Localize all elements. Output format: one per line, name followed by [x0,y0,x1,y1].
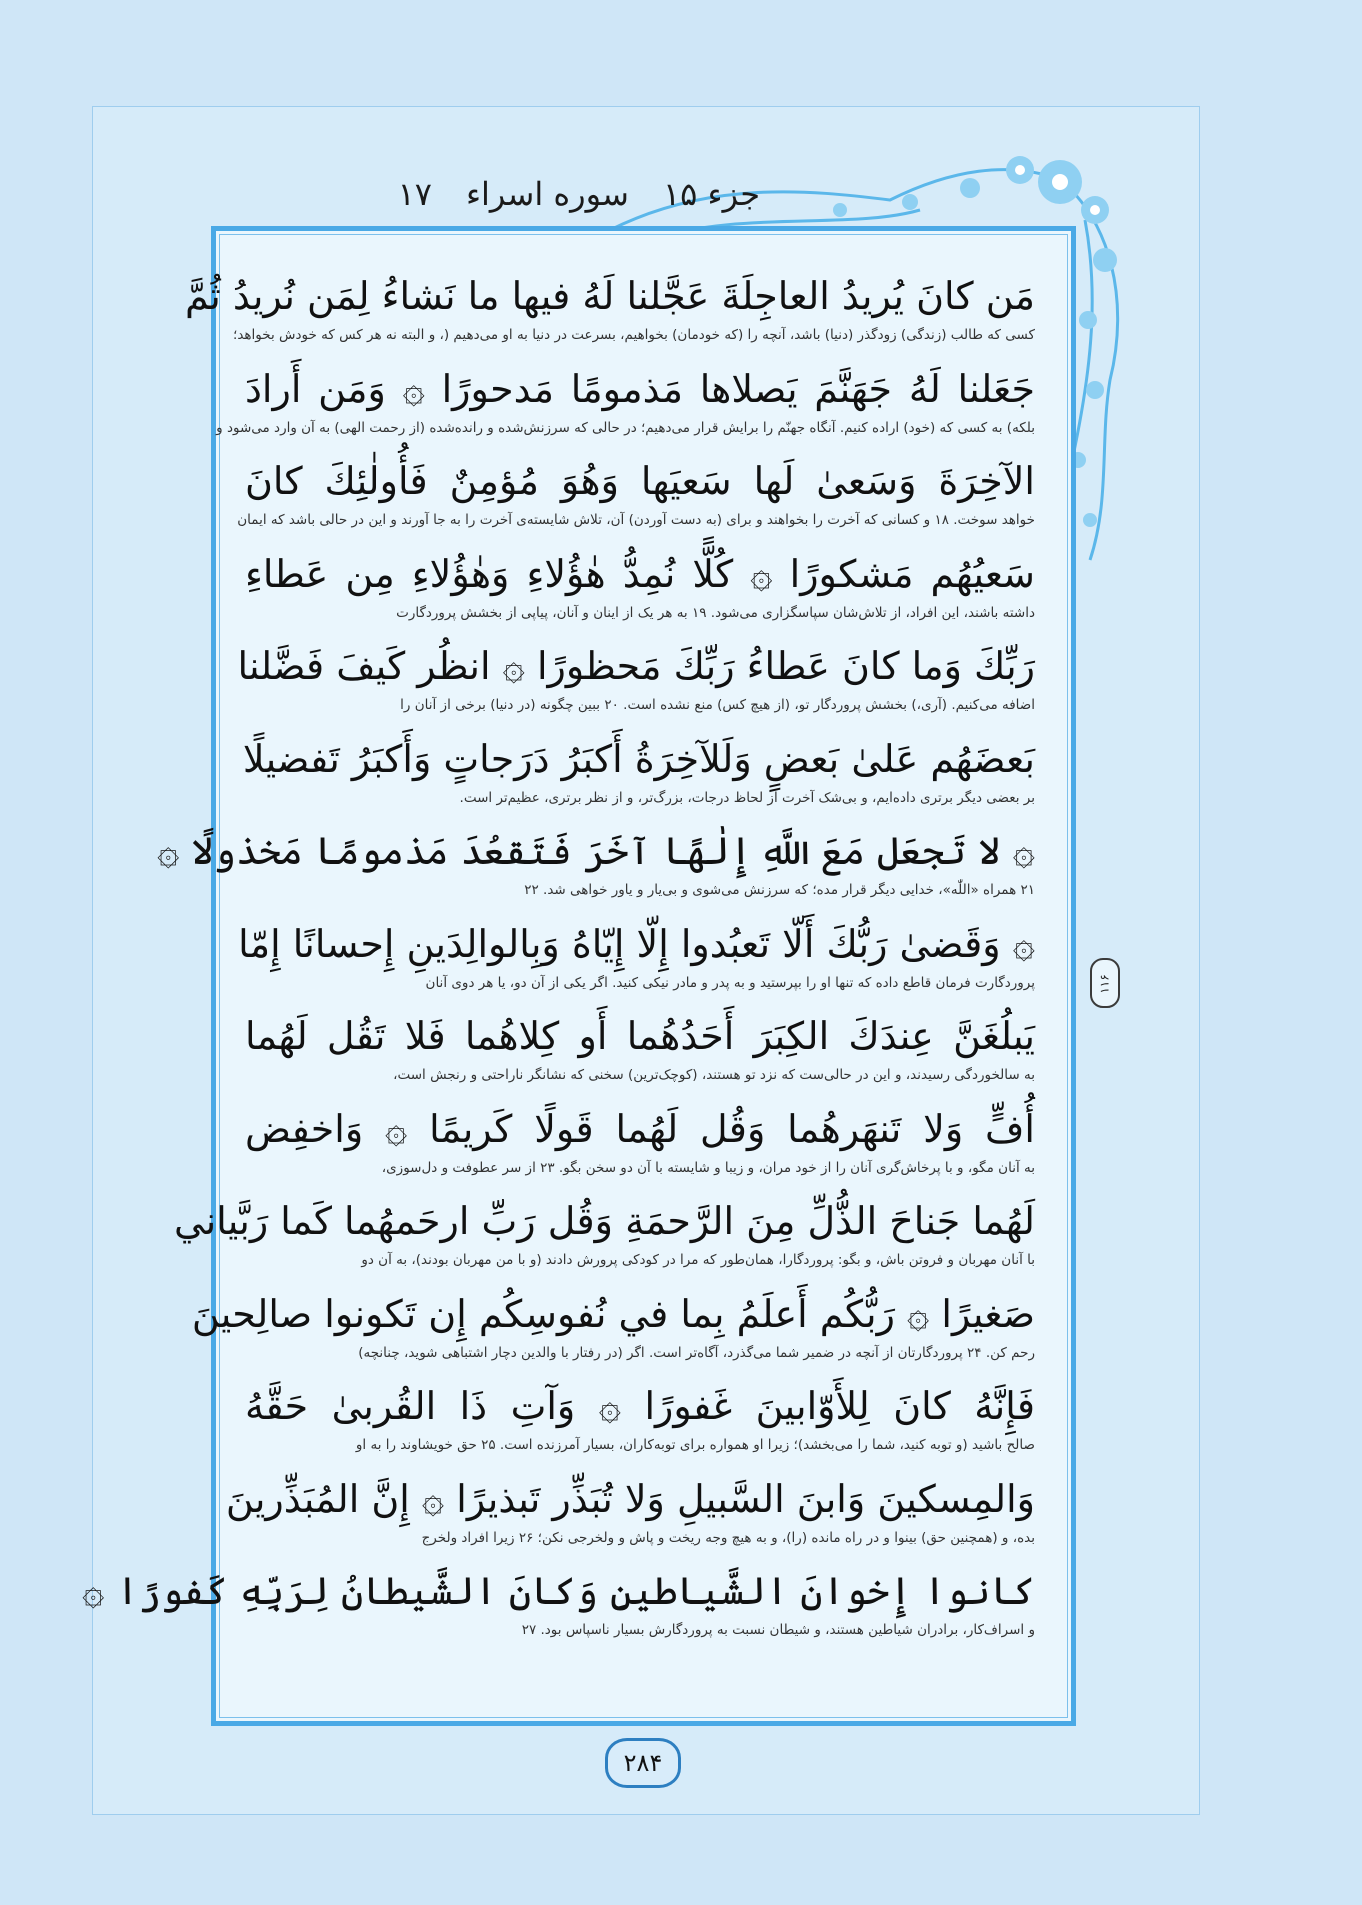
persian-translation: خواهد سوخت. ۱۸ و کسانی که آخرت را بخواهند و برای (به دست آوردن) آن، تلاش شایسته‌ی آخرت را به جا آورند و این در حالی باشد که ایمان [237,512,1035,528]
arabic-text: الآخِرَةَ وَسَعىٰ لَها سَعيَها وَهُوَ مُؤمِنٌ فَأُولٰئِكَ كانَ [245,459,1035,503]
persian-translation: با آنان مهربان و فروتن باش، و بگو: پروردگارا، همان‌طور که مرا در کودکی پرورش دادند (و با من مهربان بودند)، به آن دو [361,1252,1035,1268]
verse-line [245,1101,1035,1194]
verse-line [184,268,1035,361]
persian-translation: کسی که طالب (زندگی) زودگذر (دنیا) باشد، آنچه را (که خودمان) بخواهیم، بسرعت در دنیا به او می‌دهیم (، و البته نه هر کس که خودش بخواهد؛ [233,327,1035,343]
surah-label: سوره اسراء [465,175,629,213]
persian-translation: و اسراف‌کار، برادران شیاطین هستند، و شیطان نسبت به پروردگارش بسیار ناسپاس بود. ۲۷ [521,1622,1035,1638]
arabic-text: ۞ لا تَجعَل مَعَ اللَّهِ إِلٰهًا آخَرَ فَتَقعُدَ مَذمومًا مَخذولًا ۞ [157,829,1035,873]
verse-line [245,546,1035,639]
page-header [380,172,760,216]
verse-line [225,1471,1035,1564]
persian-translation: به سالخوردگی رسیدند، و این در حالی‌ست که نزد تو هستند، (کوچک‌ترین) سخنی که نشانگر ناراحتی و رنجش است، [393,1067,1035,1083]
verse-line [245,1008,1035,1101]
persian-translation: اضافه می‌کنیم. (آری،) بخشش پروردگار تو، (از هیچ کس) منع نشده است. ۲۰ ببین چگونه (در دنیا) برخی از آنان را [400,697,1035,713]
arabic-text: يَبلُغَنَّ عِندَكَ الكِبَرَ أَحَدُهُما أَو كِلاهُما فَلا تَقُل لَهُما [245,1014,1035,1058]
arabic-text: وَالمِسكينَ وَابنَ السَّبيلِ وَلا تُبَذِّر تَبذيرًا ۞ إِنَّ المُبَذِّرينَ [225,1476,1035,1521]
verse-line [242,731,1035,824]
hizb-marker [1090,958,1120,1008]
persian-translation: بلکه) به کسی که (خود) اراده کنیم. آنگاه جهنّم را برایش قرار می‌دهیم؛ در حالی که سرزنش‌شده و رانده‌شده (از رحمت الهی) به آن وارد می‌شود و [216,419,1035,436]
arabic-text: صَغيرًا ۞ رَبُّكُم أَعلَمُ بِما في نُفوسِكُم إِن تَكونوا صالِحينَ [191,1291,1035,1336]
persian-translation: به آنان مگو، و با پرخاش‌گری آنان را از خود مران، و زیبا و شایسته با آن دو سخن بگو. ۲۳ از سر عطوفت و دل‌سوزی، [381,1159,1035,1176]
arabic-text: جَعَلنا لَهُ جَهَنَّمَ يَصلاها مَذمومًا مَدحورًا ۞ وَمَن أَرادَ [245,366,1035,411]
verse-line [245,1378,1035,1471]
persian-translation: داشته باشند، این افراد، از تلاش‌شان سپاسگزاری می‌شود. ۱۹ به هر یک از اینان و آنان، پیاپی از بخشش پروردگارت [396,604,1035,621]
page-number-badge [605,1738,681,1788]
verse-line [237,638,1035,731]
verse-line [157,823,1035,916]
juz-label: جزء ۱۵ [662,175,760,213]
page-number: ۲۸۴ [623,1749,663,1777]
persian-translation: صالح باشید (و توبه کنید، شما را می‌بخشد)؛ زیرا او همواره برای توبه‌کاران، بسیار آمرزنده است. ۲۵ حق خویشاوند را به او [355,1437,1035,1453]
persian-translation: بر بعضی دیگر برتری داده‌ایم، و بی‌شک آخرت از لحاظ درجات، بزرگ‌تر، و از نظر برتری، عظیم‌تر است. [459,789,1035,806]
persian-translation: بده، و (همچنین حق) بینوا و در راه مانده (را)، و به هیچ وجه ریخت و پاش و ولخرجی نکن؛ ۲۶ زیرا افراد ولخرج [421,1529,1035,1546]
persian-translation: پروردگارت فرمان قاطع داده که تنها او را بپرستید و به پدر و مادر نیکی کنید. اگر یکی از آن دو، یا هر دوی آنان [425,974,1035,991]
verse-line [238,916,1035,1009]
verse-line [216,361,1035,454]
verse-line [191,1286,1035,1379]
arabic-text: بَعضَهُم عَلىٰ بَعضٍ وَلَلآخِرَةُ أَكبَرُ دَرَجاتٍ وَأَكبَرُ تَفضيلًا [242,736,1035,781]
verse-list [82,268,1035,1656]
arabic-text: فَإِنَّهُ كانَ لِلأَوّابينَ غَفورًا ۞ وَآتِ ذَا القُربىٰ حَقَّهُ [245,1384,1035,1428]
verse-line [237,453,1035,546]
persian-translation: ۲۱ همراه «اللّٰه»، خدایی دیگر قرار مده؛ که سرزنش می‌شوی و بی‌یار و یاور خواهی شد. ۲۲ [524,882,1035,898]
surah-number: ۱۷ [397,175,432,213]
verse-line [173,1193,1035,1286]
arabic-text: لَهُما جَناحَ الذُّلِّ مِنَ الرَّحمَةِ وَقُل رَبِّ ارحَمهُما كَما رَبَّياني [173,1199,1035,1243]
hizb-label: ۱۱۶ [1098,974,1112,994]
arabic-text: سَعيُهُم مَشكورًا ۞ كُلًّا نُمِدُّ هٰؤُلاءِ وَهٰؤُلاءِ مِن عَطاءِ [245,551,1035,596]
arabic-text: أُفٍّ وَلا تَنهَرهُما وَقُل لَهُما قَولًا كَريمًا ۞ وَاخفِض [245,1106,1035,1151]
arabic-text: رَبِّكَ وَما كانَ عَطاءُ رَبِّكَ مَحظورًا ۞ انظُر كَيفَ فَضَّلنا [237,644,1035,688]
verse-line [82,1563,1035,1656]
arabic-text: ۞ وَقَضىٰ رَبُّكَ أَلّا تَعبُدوا إِلّا إِيّاهُ وَبِالوالِدَينِ إِحسانًا إِمّا [238,921,1035,966]
persian-translation: رحم کن. ۲۴ پروردگارتان از آنچه در ضمیر شما می‌گذرد، آگاه‌تر است. اگر (در رفتار با والدین دچار اشتباهی شوید، چنانچه) [358,1344,1035,1361]
arabic-text: مَن كانَ يُريدُ العاجِلَةَ عَجَّلنا لَهُ فيها ما نَشاءُ لِمَن نُريدُ ثُمَّ [184,274,1035,318]
arabic-text: كانوا إِخوانَ الشَّياطينِ وَكانَ الشَّيطانُ لِرَبِّهِ كَفورًا ۞ [82,1569,1035,1613]
